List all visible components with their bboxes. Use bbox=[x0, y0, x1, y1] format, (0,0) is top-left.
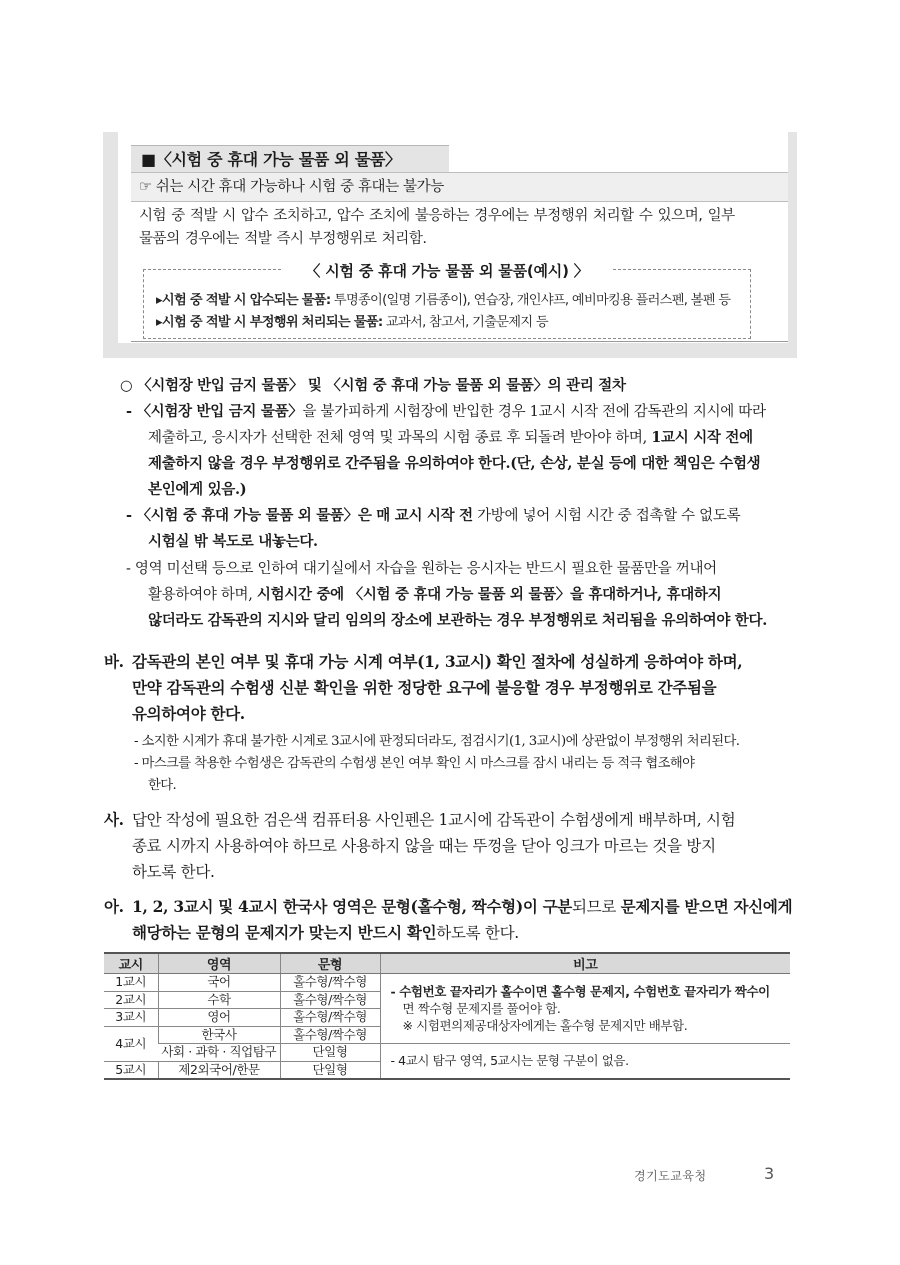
cell-type: 단일형 bbox=[280, 1044, 380, 1062]
bold-text: 해당하는 문형의 문제지가 맞는지 반드시 확인 bbox=[132, 923, 437, 942]
example-item-label: ▸시험 중 적발 시 부정행위 처리되는 물품: bbox=[156, 315, 383, 330]
section-line: 만약 감독관의 수험생 신분 확인을 위한 정당한 요구에 불응할 경우 부정행위로 간주됨을 bbox=[132, 678, 717, 697]
table-row bbox=[104, 974, 790, 992]
procedure-heading: ○ 〈시험장 반입 금지 물품〉 및 〈시험 중 휴대 가능 물품 외 물품〉의 관리 절차 bbox=[120, 377, 626, 394]
cell-type: 홀수형/짝수형 bbox=[280, 974, 380, 992]
description-line: 시험 중 적발 시 압수 조치하고, 압수 조치에 불응하는 경우에는 부정행위 처리할 수 있으며, 일부 bbox=[139, 208, 735, 224]
section-subitem: - 소지한 시계가 휴대 불가한 시계로 3교시에 판정되더라도, 점검시기(1, 3교시)에 상관없이 부정행위 처리된다. bbox=[134, 734, 740, 749]
procedure-item-line: 제출하지 않을 경우 부정행위로 간주됨을 유의하여야 한다.(단, 손상, 분실 등에 대한 책임은 수험생 bbox=[148, 455, 761, 472]
text: 을 불가피하게 시험장에 반입한 경우 1교시 시작 전에 감독관의 지시에 따라 bbox=[302, 404, 766, 420]
section-line: 답안 작성에 필요한 검은색 컴퓨터용 사인펜은 1교시에 감독관이 수험생에게 배부하며, 시험 bbox=[132, 811, 736, 829]
cell-type: 홀수형/짝수형 bbox=[280, 991, 380, 1009]
bold-text: 1, 2, 3교시 및 4교시 한국사 영역은 문형(홀수형, 짝수형)이 구분 bbox=[132, 897, 572, 916]
example-item-value: 투명종이(일명 기름종이), 연습장, 개인샤프, 예비마킹용 플러스펜, 볼펜 등 bbox=[330, 293, 731, 308]
cell-area: 국어 bbox=[158, 974, 280, 992]
cell-area: 수학 bbox=[158, 991, 280, 1009]
column-header: 비고 bbox=[380, 953, 790, 974]
section-line: 종료 시까지 사용하여야 하므로 사용하지 않을 때는 뚜껑을 닫아 잉크가 마르는 것을 방지 bbox=[132, 837, 716, 855]
example-item bbox=[156, 311, 548, 330]
bold-text: - 〈시험 중 휴대 가능 물품 외 물품〉은 매 교시 시작 전 bbox=[126, 507, 473, 524]
section-line: 감독관의 본인 여부 및 휴대 가능 시계 여부(1, 3교시) 확인 절차에 성실하게 응하여야 하며, bbox=[132, 652, 743, 671]
bold-text: 1교시 시작 전에 bbox=[651, 429, 753, 446]
text: 제출하고, 응시자가 선택한 전체 영역 및 과목의 시험 종료 후 되돌려 받아야 하며, bbox=[148, 430, 652, 446]
text: 활용하여야 하며, bbox=[148, 587, 257, 603]
section-line: 유의하여야 한다. bbox=[132, 704, 245, 723]
procedure-item-line bbox=[126, 504, 740, 525]
table-header-row bbox=[104, 953, 790, 974]
cell-period: 1교시 bbox=[104, 974, 158, 992]
procedure-item-line bbox=[148, 583, 721, 604]
procedure-item-line: 않더라도 감독관의 지시와 달리 임의의 장소에 보관하는 경우 부정행위로 처리됨을 유의하여야 한다. bbox=[148, 612, 767, 629]
cell-type: 단일형 bbox=[280, 1061, 380, 1079]
section-subitem: 한다. bbox=[148, 778, 177, 793]
note-line: - 수험번호 끝자리가 홀수이면 홀수형 문제지, 수험번호 끝자리가 짝수이 bbox=[390, 984, 770, 999]
section-line bbox=[132, 895, 792, 917]
text: 되므로 bbox=[571, 898, 621, 916]
notice-box-subtitle: ☞ 쉬는 시간 휴대 가능하나 시험 중 휴대는 불가능 bbox=[131, 172, 788, 202]
bold-text: - 〈시험장 반입 금지 물품〉 bbox=[126, 403, 303, 420]
example-item-label: ▸시험 중 적발 시 압수되는 물품: bbox=[156, 293, 331, 308]
example-title: 〈 시험 중 휴대 가능 물품 외 물품(예시) 〉 bbox=[281, 262, 612, 280]
example-item bbox=[156, 289, 730, 308]
column-header: 영역 bbox=[158, 953, 280, 974]
notice-box-description bbox=[139, 205, 782, 251]
procedure-item-line bbox=[126, 400, 766, 421]
procedure-item-line: 본인에게 있음.) bbox=[148, 481, 247, 498]
note-line: 면 짝수형 문제지를 풀어야 함. bbox=[402, 1001, 561, 1016]
section-marker: 사. bbox=[104, 810, 124, 829]
footer-organization: 경기도교육청 bbox=[634, 1169, 707, 1183]
bold-text: 문제지를 받으면 자신에게 bbox=[620, 897, 793, 916]
section-marker: 아. bbox=[104, 897, 124, 916]
notice-box-body bbox=[118, 132, 788, 343]
notice-box bbox=[103, 132, 797, 358]
section-line bbox=[132, 921, 519, 943]
procedure-item-line: 시험실 밖 복도로 내놓는다. bbox=[148, 533, 318, 550]
column-header: 문형 bbox=[280, 953, 380, 974]
cell-period: 3교시 bbox=[104, 1009, 158, 1027]
cell-area: 영어 bbox=[158, 1009, 280, 1027]
column-header: 교시 bbox=[104, 953, 158, 974]
exam-type-table bbox=[104, 952, 790, 1080]
cell-period: 5교시 bbox=[104, 1061, 158, 1079]
cell-note: - 4교시 탐구 영역, 5교시는 문형 구분이 없음. bbox=[380, 1044, 790, 1079]
note-line: ※ 시험편의제공대상자에게는 홀수형 문제지만 배부함. bbox=[402, 1018, 688, 1033]
description-line: 물품의 경우에는 적발 즉시 부정행위로 처리함. bbox=[139, 231, 427, 247]
example-box bbox=[143, 262, 751, 339]
cell-area: 한국사 bbox=[158, 1026, 280, 1044]
cell-area: 제2외국어/한문 bbox=[158, 1061, 280, 1079]
divider bbox=[131, 341, 788, 342]
cell-type: 홀수형/짝수형 bbox=[280, 1009, 380, 1027]
section-subitem: - 마스크를 착용한 수험생은 감독관의 수험생 본인 여부 확인 시 마스크를 잠시 내리는 등 적극 협조해야 bbox=[134, 756, 695, 771]
text: 가방에 넣어 시험 시간 중 접촉할 수 없도록 bbox=[472, 508, 741, 524]
text: 하도록 한다. bbox=[436, 924, 519, 942]
example-item-value: 교과서, 참고서, 기출문제지 등 bbox=[382, 315, 548, 330]
bold-text: 시험시간 중에 〈시험 중 휴대 가능 물품 외 물품〉을 휴대하거나, 휴대하지 bbox=[256, 586, 722, 603]
page-number: 3 bbox=[764, 1164, 775, 1183]
notice-box-title: ■〈시험 중 휴대 가능 물품 외 물품〉 bbox=[131, 145, 449, 172]
cell-area: 사회 · 과학 · 직업탐구 bbox=[158, 1044, 280, 1062]
cell-note bbox=[380, 974, 790, 1044]
cell-period: 2교시 bbox=[104, 991, 158, 1009]
procedure-item-line: - 영역 미선택 등으로 인하여 대기실에서 자습을 원하는 응시자는 반드시 필요한 물품만을 꺼내어 bbox=[126, 561, 717, 577]
section-marker: 바. bbox=[104, 652, 124, 671]
table-row bbox=[104, 1044, 790, 1062]
cell-period: 4교시 bbox=[104, 1026, 158, 1061]
procedure-item-line bbox=[148, 426, 753, 447]
section-line: 하도록 한다. bbox=[132, 863, 215, 881]
cell-type: 홀수형/짝수형 bbox=[280, 1026, 380, 1044]
